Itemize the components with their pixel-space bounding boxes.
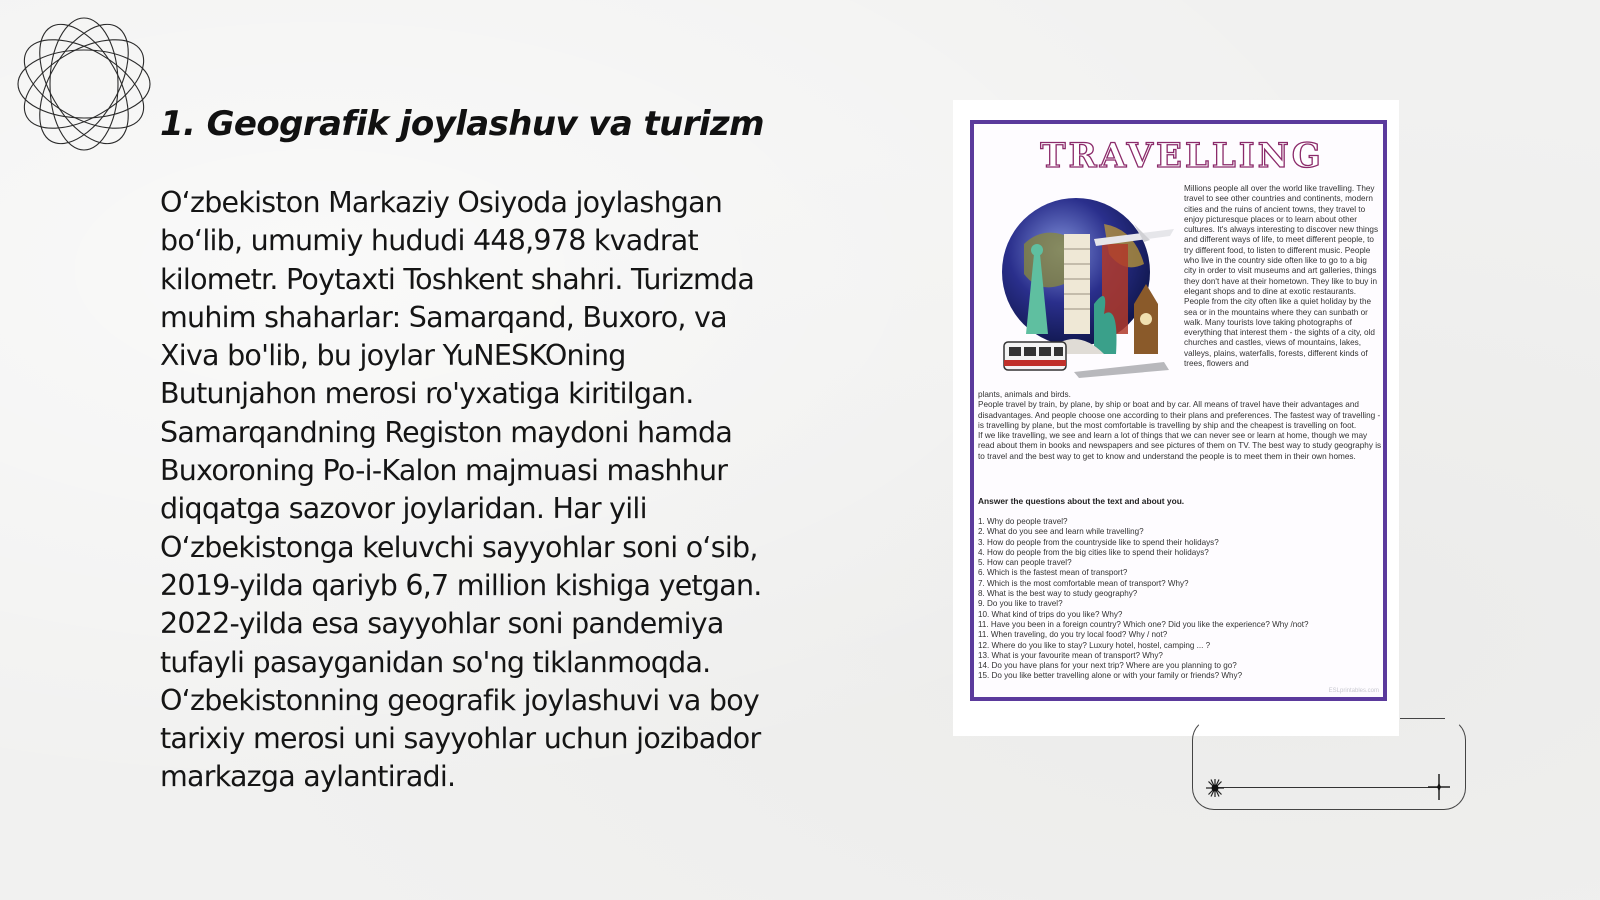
worksheet-paragraph: plants, animals and birds. — [978, 390, 1071, 399]
sparkle-cross-icon — [1428, 774, 1450, 800]
body-line: Buxoroning Po-i-Kalon majmuasi mashhur — [160, 454, 728, 488]
starburst-icon — [1205, 778, 1225, 798]
worksheet-credit: ESLprintables.com — [1328, 688, 1379, 694]
worksheet-image — [953, 100, 1399, 736]
slide-body-text — [160, 184, 840, 797]
body-line: Samarqandning Registon maydoni hamda — [160, 415, 733, 449]
body-line: bo‘lib, umumiy hududi 448,978 kvadrat — [160, 224, 698, 258]
body-line: muhim shaharlar: Samarqand, Buxoro, va — [160, 300, 727, 334]
body-line: O‘zbekistonning geografik joylashuvi va boy — [160, 683, 760, 717]
body-line: markazga aylantiradi. — [160, 760, 456, 794]
travel-collage-icon — [984, 184, 1180, 384]
question-item: 14. Do you have plans for your next trip? Where are you planning to go? — [978, 661, 1237, 671]
decorative-line — [1218, 787, 1440, 788]
body-line: tarixiy merosi uni sayyohlar uchun jozibador — [160, 722, 761, 756]
decorative-frame-top-edge — [1400, 718, 1445, 719]
body-line: O‘zbekistonga keluvchi sayyohlar soni o‘sib, — [160, 530, 758, 564]
worksheet-paragraph: People travel by train, by plane, by ship or boat and by car. All means of travel have their advantages and disadvantages. And people choose one according to their plans and preferences. The fastest way of travelling - is travelling by plane, but the most comfortable is travelling by ship and the cheapest is travelling on foot. — [978, 400, 1381, 430]
question-item: 7. Which is the most comfortable mean of transport? Why? — [978, 578, 1189, 588]
worksheet-paragraph: If we like travelling, we see and learn a lot of things that we can never see or learn at home, though we may read about them in books and newspapers and see pictures of them on TV. The best way to study geography is to travel and the best way to get to know and understand the people is to meet them in their own homes. — [978, 431, 1382, 461]
body-line: tufayli pasayganidan so'ng tiklanmoqda. — [160, 645, 711, 679]
question-item: 9. Do you like to travel? — [978, 599, 1063, 609]
slide-title: 1. Geografik joylashuv va turizm — [160, 104, 764, 144]
body-line: 2022-yilda esa sayyohlar soni pandemiya — [160, 607, 724, 641]
body-line: kilometr. Poytaxti Toshkent shahri. Turizmda — [160, 262, 755, 296]
question-item: 5. How can people travel? — [978, 558, 1072, 568]
question-item: 10. What kind of trips do you like? Why? — [978, 609, 1123, 619]
body-line: diqqatga sazovor joylaridan. Har yili — [160, 492, 647, 526]
worksheet-body-text — [978, 390, 1382, 462]
question-item: 15. Do you like better travelling alone or with your family or friends? Why? — [978, 671, 1243, 681]
body-line: 2019-yilda qariyb 6,7 million kishiga yetgan. — [160, 568, 762, 602]
questions-heading: Answer the questions about the text and about you. — [978, 496, 1185, 506]
question-item: 6. Which is the fastest mean of transport? — [978, 568, 1128, 578]
body-line: Butunjahon merosi ro'yxatiga kiritilgan. — [160, 377, 694, 411]
question-item: 3. How do people from the countryside like to spend their holidays? — [978, 537, 1219, 547]
question-item: 12. Where do you like to stay? Luxury hotel, hostel, camping ... ? — [978, 640, 1211, 650]
rosette-ornament-icon — [10, 10, 158, 158]
body-line: Xiva bo'lib, bu joylar YuNESKOning — [160, 339, 626, 373]
question-item: 13. What is your favourite mean of transport? Why? — [978, 650, 1163, 660]
body-line: O‘zbekiston Markaziy Osiyoda joylashgan — [160, 186, 723, 219]
question-item: 11. When traveling, do you try local food? Why / not? — [978, 630, 1168, 640]
question-item: 11. Have you been in a foreign country? Which one? Did you like the experience? Why /not? — [978, 619, 1309, 629]
question-item: 4. How do people from the big cities like to spend their holidays? — [978, 547, 1209, 557]
question-item: 2. What do you see and learn while travelling? — [978, 527, 1144, 537]
question-item: 1. Why do people travel? — [978, 517, 1068, 526]
questions-list — [978, 517, 1382, 682]
question-item: 8. What is the best way to study geography? — [978, 589, 1138, 599]
worksheet-title: TRAVELLING — [1040, 136, 1324, 176]
worksheet-intro-text: Millions people all over the world like travelling. They travel to see other countries and continents, modern cities and the ruins of ancient towns, they travel to enjoy picturesque places or to learn about other cultures. It's always interesting to discover new things and different ways of life, to meet different people, to try different food, to listen to different music. People who live in the country side often like to go to a big city in order to visit museums and art galleries, things they don't have at their hometown. They like to buy in elegant shops and to dine at exotic restaurants. People from the city often like a quiet holiday by the sea or in the mountains where they can sunbath or walk. Many tourists love taking photographs of everything that interest them - the sights of a city, old churches and castles, views of mountains, lakes, valleys, plains, waterfalls, forests, different kinds of trees, flowers and — [1184, 184, 1379, 369]
decorative-frame — [1192, 718, 1466, 810]
worksheet-frame — [970, 120, 1387, 701]
